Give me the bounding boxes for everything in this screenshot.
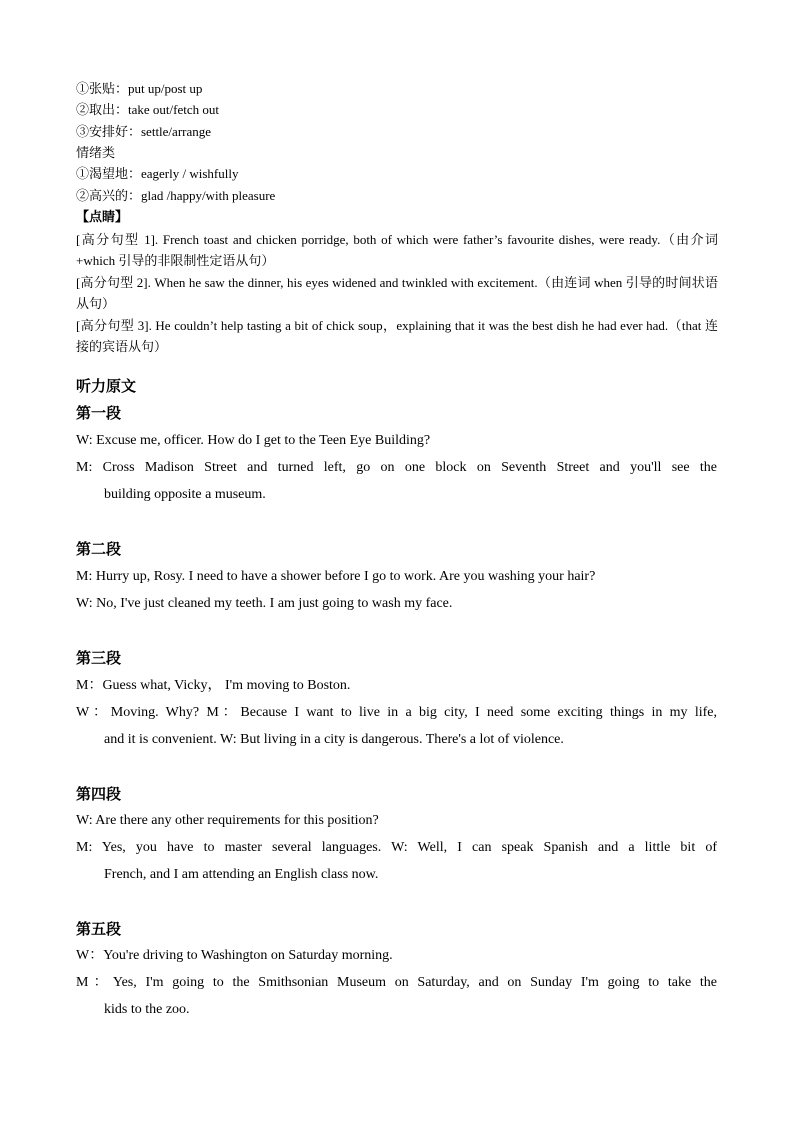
section-heading-3: 第三段 xyxy=(76,649,122,667)
dialogue-line: W: No, I've just cleaned my teeth. I am just going to wash my face. xyxy=(76,596,453,611)
dialogue-line: M: Cross Madison Street and turned left, go on one block on Seventh Street and you'll see the xyxy=(76,460,717,475)
sentence-pattern-2: [高分句型 2]. When he saw the dinner, his eyes widened and twinkled with excitement.（由连词 when 引导的时间状语从句） xyxy=(76,275,718,311)
section-heading-1: 第一段 xyxy=(76,404,122,422)
dialogue-line: W: Excuse me, officer. How do I get to the Teen Eye Building? xyxy=(76,433,431,448)
vocab-line: ①张贴：put up/post up xyxy=(76,81,203,96)
section-heading-4: 第四段 xyxy=(76,785,122,803)
vocab-category: 情绪类 xyxy=(76,145,116,160)
vocab-line: ①渴望地：eagerly / wishfully xyxy=(76,166,239,181)
dialogue-line: W: Are there any other requirements for this position? xyxy=(76,813,379,828)
vocab-line: ②高兴的：glad /happy/with pleasure xyxy=(76,188,276,203)
section-heading-5: 第五段 xyxy=(76,920,122,938)
dialogue-line: M: Yes, you have to master several languages. W: Well, I can speak Spanish and a little bit of xyxy=(76,840,717,855)
vocab-line: ②取出：take out/fetch out xyxy=(76,102,219,117)
dialogue-line-continued: kids to the zoo. xyxy=(104,1002,190,1017)
dialogue-line-continued: building opposite a museum. xyxy=(104,487,266,502)
dialogue-line: W：You're driving to Washington on Saturday morning. xyxy=(76,948,393,963)
sentence-pattern-1: [高分句型 1]. French toast and chicken porridge, both of which were father’s favourite dishes, were ready.（由介词+which 引导的非限制性定语从句） xyxy=(76,232,718,268)
dialogue-line-continued: French, and I am attending an English class now. xyxy=(104,867,379,882)
dialogue-line: M：Yes, I'm going to the Smithsonian Museum on Saturday, and on Sunday I'm going to take the xyxy=(76,975,717,990)
listening-title: 听力原文 xyxy=(76,377,137,395)
section-heading-2: 第二段 xyxy=(76,540,122,558)
sentence-pattern-3: [高分句型 3]. He couldn’t help tasting a bit of chick soup，explaining that it was the best dish he had ever had.（that 连接的宾语从句） xyxy=(76,318,718,354)
dialogue-line: M: Hurry up, Rosy. I need to have a shower before I go to work. Are you washing your hair? xyxy=(76,569,596,584)
dialogue-line: M：Guess what, Vicky， I'm moving to Boston. xyxy=(76,678,351,693)
vocab-line: ③安排好：settle/arrange xyxy=(76,124,212,139)
highlight-heading: 【点睛】 xyxy=(76,209,129,224)
dialogue-line: W：Moving. Why? M：Because I want to live in a big city, I need some exciting things in my life, xyxy=(76,705,717,720)
dialogue-line-continued: and it is convenient. W: But living in a city is dangerous. There's a lot of violence. xyxy=(104,732,564,747)
